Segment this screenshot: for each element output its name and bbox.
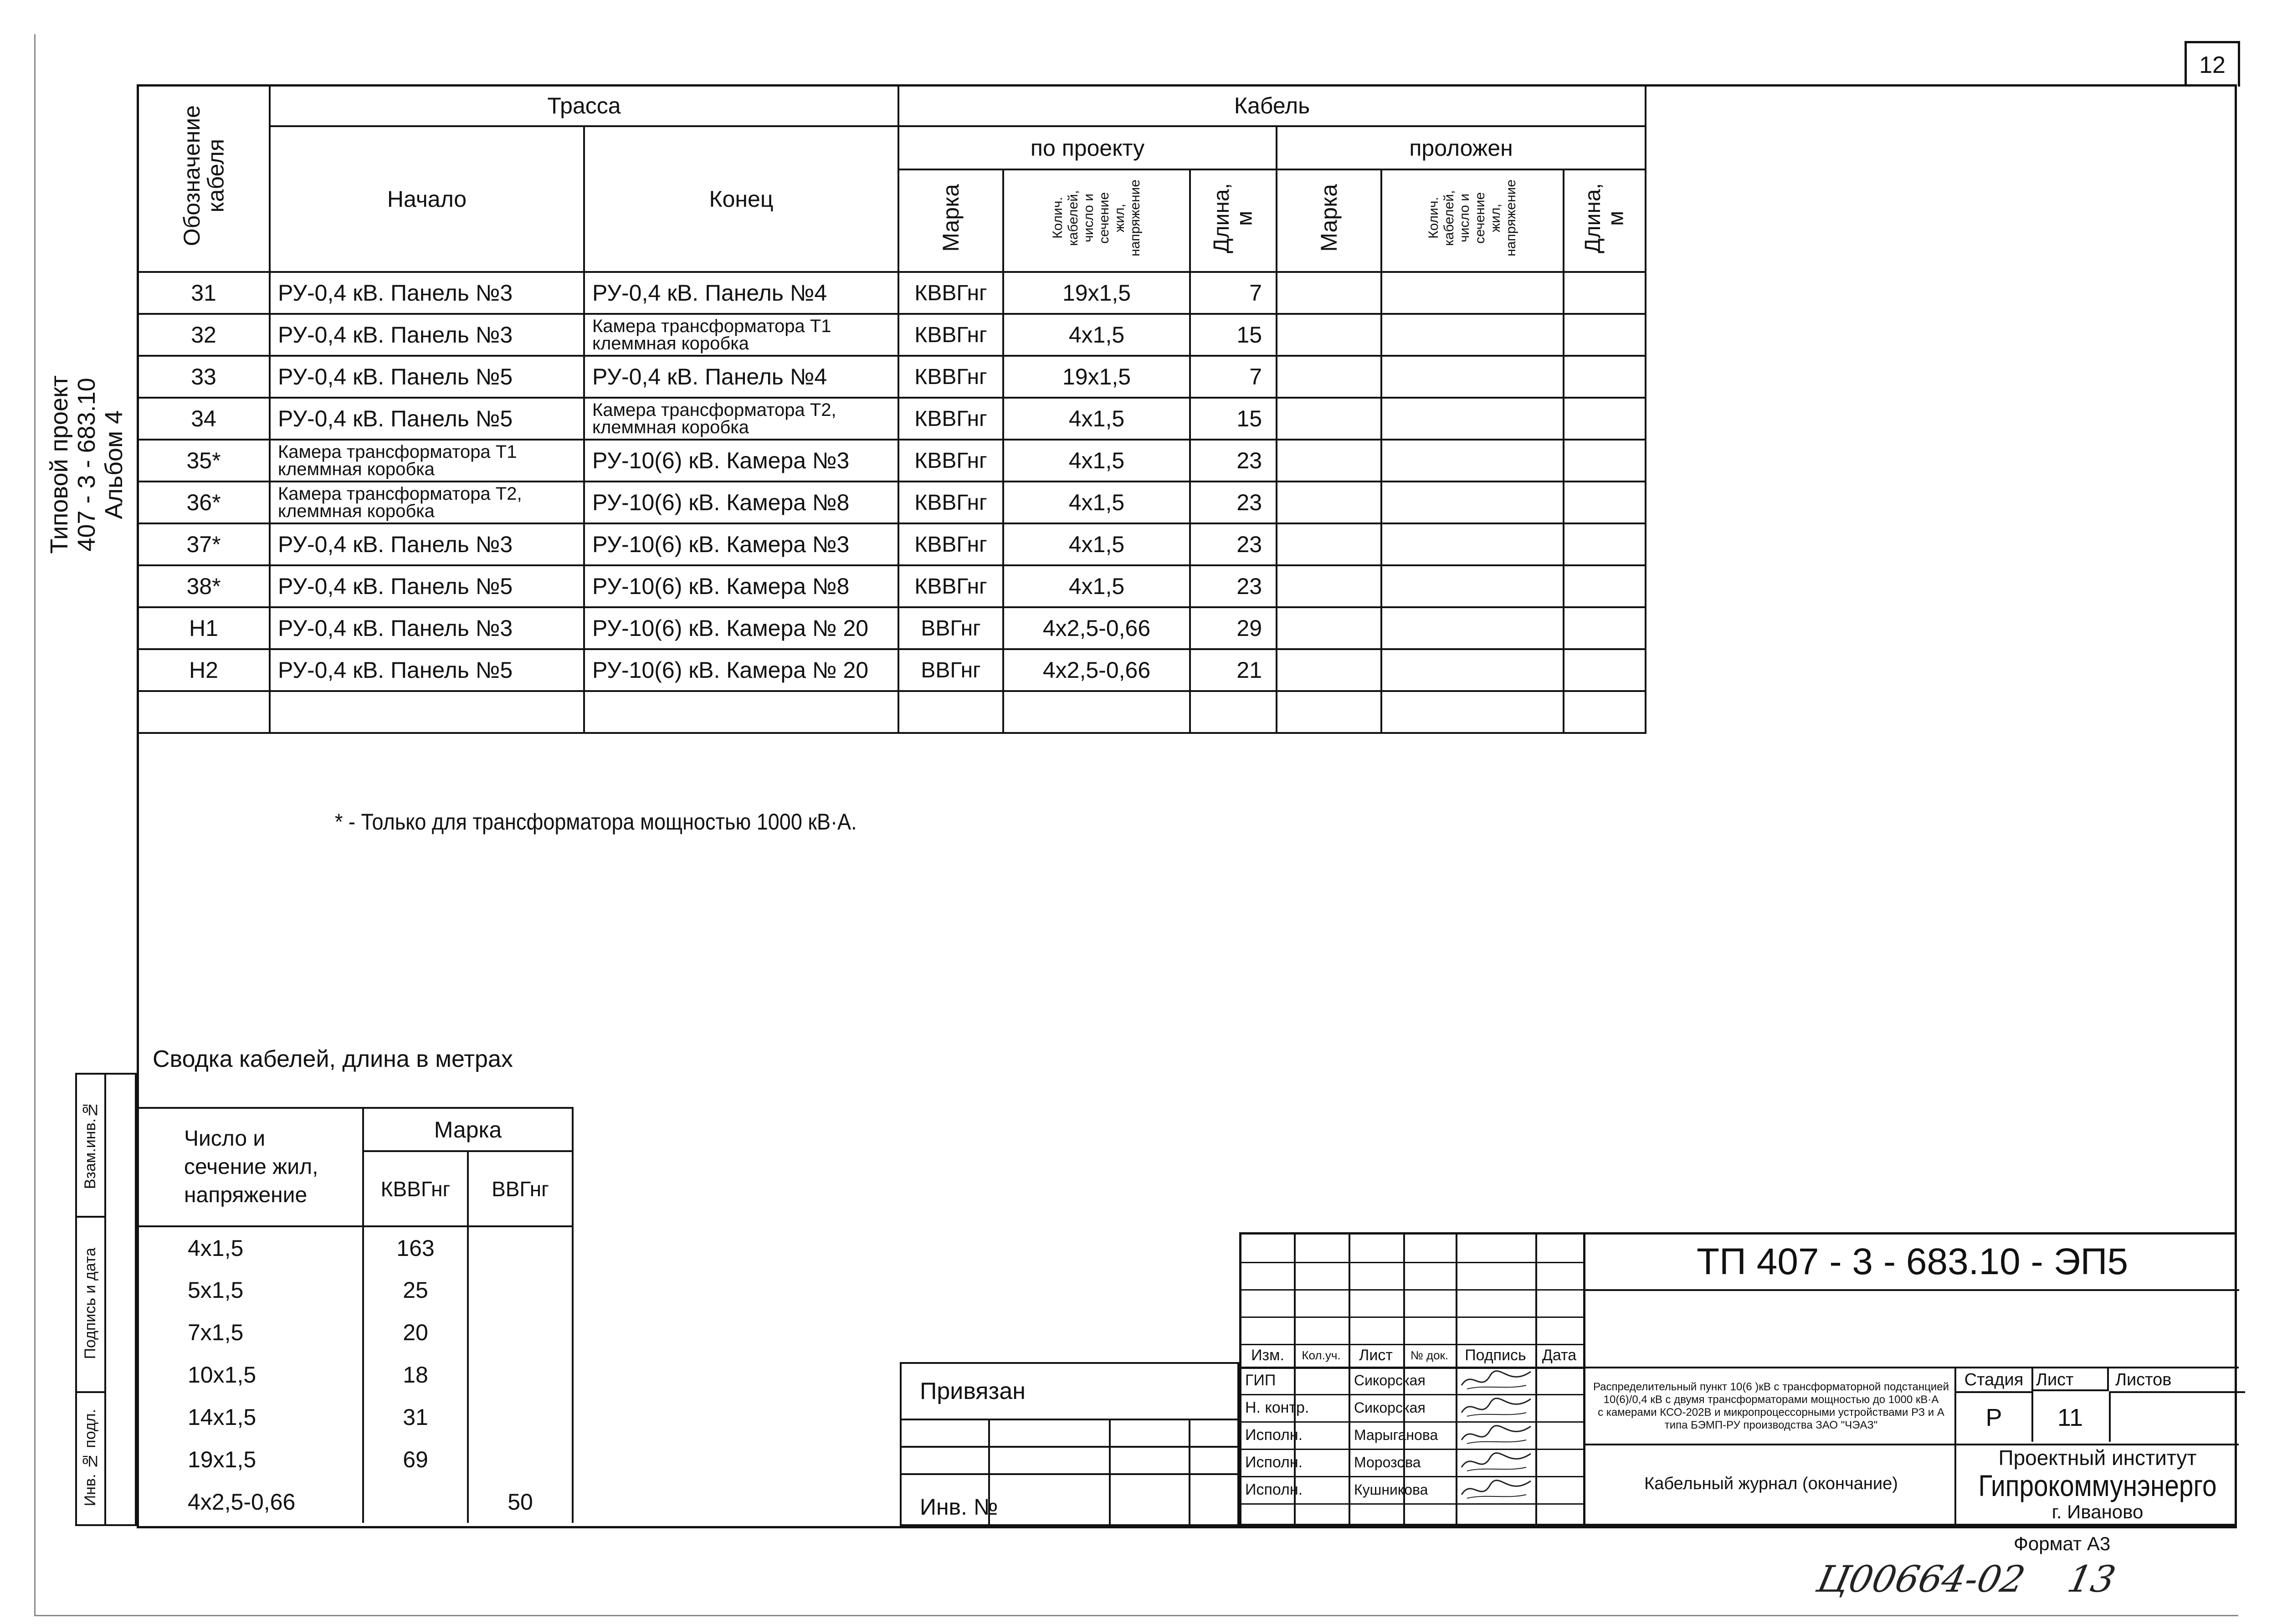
cell-length-laid	[1564, 398, 1646, 440]
cell-spec	[1003, 691, 1190, 733]
cell-length: 29	[1190, 607, 1277, 649]
summary-cell-spec: 4x2,5-0,66	[138, 1481, 363, 1523]
cell-spec: 19x1,5	[1003, 272, 1190, 314]
cell-length	[1190, 691, 1277, 733]
tb-role: Исполн.	[1245, 1426, 1303, 1444]
cell-start: РУ-0,4 кВ. Панель №5	[270, 649, 584, 691]
table-row	[138, 398, 1646, 440]
cell-designation: 32	[138, 314, 270, 356]
cell-length: 23	[1190, 482, 1277, 523]
summary-cell-kvvg: 31	[363, 1396, 468, 1438]
cable-journal-table	[137, 84, 1646, 734]
cell-length-laid	[1564, 482, 1646, 523]
header-qty: Колич. кабелей, число и сечение жил, напряжение	[1003, 169, 1190, 272]
table-row	[138, 272, 1646, 314]
header-length-laid: Длина, м	[1564, 169, 1646, 272]
cell-mark-laid	[1277, 356, 1381, 398]
cell-spec-laid	[1381, 691, 1564, 733]
header-start: Начало	[270, 126, 584, 272]
tb-name: Сикорская	[1354, 1372, 1426, 1388]
tb-col-header: Подпись	[1465, 1347, 1526, 1364]
cell-length-laid	[1564, 565, 1646, 607]
summary-cell-spec: 7x1,5	[138, 1311, 363, 1353]
cell-end: РУ-10(6) кВ. Камера № 20	[584, 607, 898, 649]
summary-row	[138, 1311, 573, 1353]
cell-start: РУ-0,4 кВ. Панель №3	[270, 607, 584, 649]
cell-start: РУ-0,4 кВ. Панель №3	[270, 523, 584, 565]
header-mark: Марка	[898, 169, 1003, 272]
cell-mark-laid	[1277, 649, 1381, 691]
cell-length: 23	[1190, 523, 1277, 565]
sheets-label: Листов	[2109, 1368, 2245, 1393]
cell-length-laid	[1564, 649, 1646, 691]
sheet-label: Лист	[2031, 1368, 2109, 1391]
cell-designation: 35*	[138, 440, 270, 482]
tb-col-line	[1349, 1235, 1350, 1526]
cell-start: РУ-0,4 кВ. Панель №5	[270, 398, 584, 440]
sheet-value: 11	[2031, 1393, 2111, 1442]
cell-spec: 4x1,5	[1003, 482, 1190, 523]
tb-row-line	[1241, 1503, 1583, 1505]
signature-icon	[1458, 1476, 1535, 1503]
table-row	[138, 356, 1646, 398]
header-length: Длина, м	[1190, 169, 1277, 272]
cell-mark-laid	[1277, 314, 1381, 356]
cell-designation: 31	[138, 272, 270, 314]
cell-spec: 4x1,5	[1003, 440, 1190, 482]
tb-name: Морозова	[1354, 1454, 1421, 1470]
cell-mark: КВВГнг	[898, 523, 1003, 565]
cell-spec: 4x1,5	[1003, 314, 1190, 356]
cell-length-laid	[1564, 356, 1646, 398]
tb-col-header: Кол.уч.	[1302, 1348, 1341, 1362]
cell-spec: 4x1,5	[1003, 523, 1190, 565]
cell-spec-laid	[1381, 398, 1564, 440]
cell-designation	[138, 691, 270, 733]
cell-length-laid	[1564, 691, 1646, 733]
stamp-vzam: Взам.инв.№	[82, 1101, 99, 1189]
org-line3: г. Иваново	[2051, 1501, 2144, 1522]
summary-row	[138, 1353, 573, 1396]
stamp-podpis: Подпись и дата	[82, 1248, 99, 1359]
cell-length-laid	[1564, 523, 1646, 565]
cell-mark: КВВГнг	[898, 272, 1003, 314]
tb-name: Кушникова	[1354, 1481, 1428, 1498]
header-designation: Обозначение кабеля	[138, 85, 270, 272]
tb-name: Сикорская	[1354, 1399, 1426, 1416]
summary-cell-vvg: 50	[468, 1481, 573, 1523]
table-row	[138, 649, 1646, 691]
cell-length: 23	[1190, 565, 1277, 607]
header-end: Конец	[584, 126, 898, 272]
cell-start: РУ-0,4 кВ. Панель №3	[270, 314, 584, 356]
doc-code-cell	[1583, 1235, 2239, 1291]
cell-length-laid	[1564, 607, 1646, 649]
stamp-inv: Инв. № подл.	[82, 1409, 99, 1506]
cell-length: 15	[1190, 314, 1277, 356]
cell-spec: 4x1,5	[1003, 565, 1190, 607]
binding-block	[900, 1362, 1239, 1526]
cell-mark: КВВГнг	[898, 565, 1003, 607]
description: Распределительный пункт 10(6 )кВ с трансформаторной подстанцией 10(6)/0,4 кВ с двумя трансформаторами мощностью до 1000 кВ·А с камерами КСО-202В и микропроцессорными устройствами РЗ и А типа БЭМП-РУ производства ЗАО "ЧЭАЗ"	[1593, 1380, 1949, 1431]
side-title-line2: 407 - 3 - 683.10	[73, 378, 100, 552]
tb-row-line	[1241, 1289, 1583, 1291]
header-laid: проложен	[1277, 126, 1646, 169]
cell-length: 7	[1190, 272, 1277, 314]
summary-cell-vvg	[468, 1438, 573, 1481]
cell-length-laid	[1564, 272, 1646, 314]
cell-start: РУ-0,4 кВ. Панель №5	[270, 565, 584, 607]
cell-mark: ВВГнг	[898, 649, 1003, 691]
summary-header-vvg: ВВГнг	[468, 1151, 573, 1226]
cell-mark-laid	[1277, 523, 1381, 565]
cell-start: Камера трансформатора Т1 клеммная коробка	[270, 440, 584, 482]
sheets-value	[2109, 1393, 2239, 1442]
summary-cell-kvvg: 69	[363, 1438, 468, 1481]
cell-end: РУ-0,4 кВ. Панель №4	[584, 272, 898, 314]
header-route: Трасса	[270, 85, 898, 126]
table-row	[138, 607, 1646, 649]
stage-value: Р	[1956, 1393, 2033, 1442]
cell-spec: 4x1,5	[1003, 398, 1190, 440]
handwritten-page: 13	[2064, 1558, 2119, 1600]
summary-cell-spec: 5x1,5	[138, 1269, 363, 1311]
cell-end: РУ-10(6) кВ. Камера №3	[584, 440, 898, 482]
cell-spec: 19x1,5	[1003, 356, 1190, 398]
summary-row	[138, 1438, 573, 1481]
summary-cell-kvvg: 20	[363, 1311, 468, 1353]
summary-header-mark: Марка	[363, 1108, 573, 1151]
tb-role: Исполн.	[1245, 1454, 1303, 1471]
tb-name: Марыганова	[1354, 1427, 1438, 1443]
summary-title: Сводка кабелей, длина в метрах	[153, 1046, 513, 1072]
cell-mark-laid	[1277, 398, 1381, 440]
cell-spec-laid	[1381, 356, 1564, 398]
summary-row	[138, 1226, 573, 1269]
cell-mark-laid	[1277, 691, 1381, 733]
side-title-line1: Типовой проект	[46, 375, 73, 554]
format-label: Формат А3	[2014, 1533, 2111, 1554]
tb-role: ГИП	[1245, 1372, 1276, 1389]
summary-cell-vvg	[468, 1226, 573, 1269]
cell-designation: 36*	[138, 482, 270, 523]
cell-designation: 33	[138, 356, 270, 398]
summary-row	[138, 1396, 573, 1438]
org-line1: Проектный институт	[1998, 1446, 2197, 1470]
cell-start: Камера трансформатора Т2, клеммная коробка	[270, 482, 584, 523]
cell-spec-laid	[1381, 649, 1564, 691]
title-block	[1239, 1232, 2237, 1526]
tb-col-header: Изм.	[1251, 1347, 1284, 1364]
table-row	[138, 691, 1646, 733]
summary-cell-kvvg: 163	[363, 1226, 468, 1269]
cell-mark: КВВГнг	[898, 356, 1003, 398]
signature-icon	[1458, 1367, 1535, 1393]
org-line2: Гипрокоммунэнерго	[1978, 1469, 2217, 1502]
cell-length: 23	[1190, 440, 1277, 482]
table-row	[138, 523, 1646, 565]
summary-cell-spec: 4x1,5	[138, 1226, 363, 1269]
cell-end: РУ-10(6) кВ. Камера № 20	[584, 649, 898, 691]
cell-mark: ВВГнг	[898, 607, 1003, 649]
sheet-number-box	[2185, 41, 2240, 87]
sheet-title: Кабельный журнал (окончание)	[1644, 1474, 1898, 1493]
doc-code: ТП 407 - 3 - 683.10 - ЭП5	[1696, 1241, 2128, 1282]
table-row	[138, 314, 1646, 356]
cell-mark: КВВГнг	[898, 314, 1003, 356]
header-mark-laid: Марка	[1277, 169, 1381, 272]
cell-spec-laid	[1381, 565, 1564, 607]
cell-end: Камера трансформатора Т1 клеммная коробка	[584, 314, 898, 356]
cell-spec-laid	[1381, 440, 1564, 482]
tb-row-line	[1241, 1262, 1583, 1263]
header-qty-laid: Колич. кабелей, число и сечение жил, напряжение	[1381, 169, 1564, 272]
summary-cell-spec: 14x1,5	[138, 1396, 363, 1438]
footnote: * - Только для трансформатора мощностью 1000 кВ·А.	[335, 809, 857, 835]
tb-col-header: Лист	[1359, 1347, 1393, 1364]
stamp-column	[75, 1073, 137, 1526]
tb-role: Н. контр.	[1245, 1399, 1309, 1416]
cell-spec: 4x2,5-0,66	[1003, 607, 1190, 649]
cell-designation: 34	[138, 398, 270, 440]
cell-end: РУ-10(6) кВ. Камера №8	[584, 482, 898, 523]
table-row	[138, 482, 1646, 523]
cell-end: РУ-10(6) кВ. Камера №3	[584, 523, 898, 565]
cell-start	[270, 691, 584, 733]
tb-col-header: Дата	[1542, 1347, 1577, 1364]
stage-label: Стадия	[1956, 1368, 2033, 1393]
header-by-project: по проекту	[898, 126, 1277, 169]
side-title-line3: Альбом 4	[100, 410, 128, 519]
summary-cell-spec: 10x1,5	[138, 1353, 363, 1396]
cell-end: Камера трансформатора Т2, клеммная коробка	[584, 398, 898, 440]
summary-row	[138, 1481, 573, 1523]
cell-designation: Н1	[138, 607, 270, 649]
summary-cell-vvg	[468, 1396, 573, 1438]
cell-length-laid	[1564, 440, 1646, 482]
cell-length: 21	[1190, 649, 1277, 691]
cell-spec-laid	[1381, 523, 1564, 565]
signature-icon	[1458, 1422, 1535, 1448]
side-title	[39, 346, 134, 583]
cell-spec-laid	[1381, 482, 1564, 523]
tb-role: Исполн.	[1245, 1481, 1303, 1498]
cell-designation: 37*	[138, 523, 270, 565]
table-row	[138, 440, 1646, 482]
tb-col-header: № док.	[1410, 1348, 1449, 1362]
cell-end: РУ-0,4 кВ. Панель №4	[584, 356, 898, 398]
cell-start: РУ-0,4 кВ. Панель №3	[270, 272, 584, 314]
description-cell	[1583, 1367, 1957, 1445]
cell-mark: КВВГнг	[898, 398, 1003, 440]
cell-mark-laid	[1277, 440, 1381, 482]
cell-length: 7	[1190, 356, 1277, 398]
cell-mark-laid	[1277, 272, 1381, 314]
summary-cell-vvg	[468, 1311, 573, 1353]
summary-table	[137, 1107, 574, 1523]
cell-mark: КВВГнг	[898, 440, 1003, 482]
cell-designation: Н2	[138, 649, 270, 691]
cell-length-laid	[1564, 314, 1646, 356]
tb-col-line	[1535, 1235, 1537, 1526]
cell-spec-laid	[1381, 314, 1564, 356]
summary-row	[138, 1269, 573, 1311]
summary-cell-kvvg: 18	[363, 1353, 468, 1396]
summary-cell-vvg	[468, 1269, 573, 1311]
summary-cell-spec: 19x1,5	[138, 1438, 363, 1481]
cell-mark	[898, 691, 1003, 733]
signature-icon	[1458, 1394, 1535, 1421]
cell-mark-laid	[1277, 607, 1381, 649]
summary-cell-kvvg: 25	[363, 1269, 468, 1311]
cell-mark: КВВГнг	[898, 482, 1003, 523]
handwritten-code: Ц00664-02	[1813, 1558, 2029, 1600]
cell-length: 15	[1190, 398, 1277, 440]
summary-header-spec: Число и сечение жил, напряжение	[138, 1108, 363, 1226]
cell-spec-laid	[1381, 272, 1564, 314]
cell-spec-laid	[1381, 607, 1564, 649]
cell-designation: 38*	[138, 565, 270, 607]
binding-inv: Инв. №	[920, 1494, 998, 1520]
cell-end	[584, 691, 898, 733]
signature-icon	[1458, 1449, 1535, 1475]
cell-end: РУ-10(6) кВ. Камера №8	[584, 565, 898, 607]
table-row	[138, 565, 1646, 607]
header-cable: Кабель	[898, 85, 1646, 126]
cell-mark-laid	[1277, 482, 1381, 523]
summary-cell-kvvg	[363, 1481, 468, 1523]
cell-mark-laid	[1277, 565, 1381, 607]
cell-spec: 4x2,5-0,66	[1003, 649, 1190, 691]
tb-row-line	[1241, 1317, 1583, 1318]
binding-privyazan: Привязан	[920, 1378, 1026, 1404]
sheet-number: 12	[2199, 51, 2226, 78]
summary-cell-vvg	[468, 1353, 573, 1396]
cell-start: РУ-0,4 кВ. Панель №5	[270, 356, 584, 398]
summary-header-kvvg: КВВГнг	[363, 1151, 468, 1226]
